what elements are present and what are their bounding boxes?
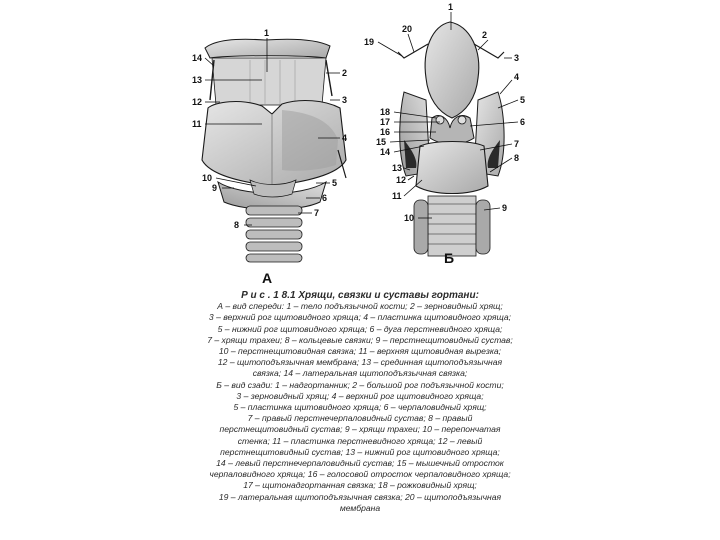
caption-line: 14 – левый перстнечерпаловидный сустав; 15 – мышечный отросток <box>216 458 504 469</box>
panel-a-label: 7 <box>314 208 320 218</box>
panel-a-label: 9 <box>212 183 218 193</box>
panel-a-label: 5 <box>332 178 338 188</box>
panel-a-label: 11 <box>192 119 202 129</box>
panel-b-label: 5 <box>520 95 526 105</box>
panel-a-label: 2 <box>342 68 348 78</box>
panel-b-label: 7 <box>514 139 520 149</box>
panel-b-label: 20 <box>402 24 413 34</box>
panel-b-label: 16 <box>380 127 391 137</box>
trachea-rear <box>414 196 490 256</box>
caption-line: 7 – хрящи трахеи; 8 – кольцевые связки; 9 – перстнещитовидный сустав; <box>207 334 513 345</box>
panel-a-illustration <box>202 39 346 262</box>
caption-line: 10 – перстнещитовидная связка; 11 – верхняя щитовидная вырезка; <box>218 346 502 357</box>
caption-line: 12 – щитоподъязычная мембрана; 13 – срединная щитоподъязычная <box>217 357 503 368</box>
panel-b-label: 9 <box>502 203 508 213</box>
panel-b-label: 4 <box>514 72 520 82</box>
caption-line: А – вид спереди: 1 – тело подъязычной кости; 2 – зерновидный хрящ; <box>217 301 503 312</box>
caption-line: связка; 14 – латеральная щитоподъязычная связка; <box>252 368 468 379</box>
panel-b-label: 11 <box>392 191 402 201</box>
panel-b-label: 2 <box>482 30 488 40</box>
panel-a-label: 10 <box>202 173 213 183</box>
panel-a-label: 14 <box>192 53 203 63</box>
panel-b-label: 14 <box>380 147 391 157</box>
caption-line: перстнещитовидный сустав; 9 – хрящи трахеи; 10 – перепончатая <box>219 424 501 435</box>
caption-line: Б – вид сзади: 1 – надгортанник; 2 – большой рог подъязычной кости; <box>216 379 504 390</box>
panel-a-label: 4 <box>342 133 348 143</box>
caption-line: черпаловидного хряща; 16 – голосовой отросток черпаловидного хряща; <box>209 469 511 480</box>
caption-line: стенка; 11 – пластинка перстневидного хряща; 12 – левый <box>237 435 483 446</box>
panel-b-label: 19 <box>364 37 375 47</box>
trachea-rings <box>246 206 302 262</box>
panel-b-label: 12 <box>396 175 407 185</box>
panel-b-label: 1 <box>448 2 454 12</box>
panel-b-label: 17 <box>380 117 391 127</box>
caption-line: 3 – верхний рог щитовидного хряща; 4 – пластинка щитовидного хряща; <box>208 312 512 323</box>
panel-b-label: 8 <box>514 153 520 163</box>
caption-line: перстнещитовидный сустав; 13 – нижний рог щитовидного хряща; <box>220 446 500 457</box>
panel-a-label: 3 <box>342 95 348 105</box>
panel-a-label: 13 <box>192 75 203 85</box>
caption-line: 5 – пластинка щитовидного хряща; 6 – черпаловидный хрящ; <box>233 402 487 413</box>
caption-line: 7 – правый перстнечерпаловидный сустав; 8 – правый <box>247 413 473 424</box>
epiglottis <box>425 22 479 118</box>
panel-a-label: 6 <box>322 193 328 203</box>
panel-a-letter: А <box>262 270 273 286</box>
panel-a-label: 8 <box>234 220 240 230</box>
panel-b-label: 3 <box>514 53 520 63</box>
cricoid-lamina <box>416 142 488 194</box>
caption-line: 17 – щитонадгортанная связка; 18 – рожковидный хрящ; <box>243 480 477 491</box>
panel-b-label: 18 <box>380 107 391 117</box>
hyoid-bone <box>205 39 330 58</box>
caption-line: 3 – зерновидный хрящ; 4 – верхний рог щитовидного хряща; <box>236 390 484 401</box>
thyrohyoid-membrane <box>212 58 326 105</box>
panel-b-letter: Б <box>444 250 455 266</box>
figure-caption <box>188 290 532 514</box>
caption-line: мембрана <box>339 502 381 513</box>
caption-title: Р и с . 1 8.1 Хрящи, связки и суставы гортани: <box>241 290 479 301</box>
panel-a-label: 12 <box>192 97 203 107</box>
caption-line: 5 – нижний рог щитовидного хряща; 6 – дуга перстневидного хряща; <box>217 323 503 334</box>
caption-line: 19 – латеральная щитоподъязычная связка; 20 – щитоподъязычная <box>218 491 502 502</box>
panel-b-label: 10 <box>404 213 415 223</box>
panel-b-label: 13 <box>392 163 403 173</box>
panel-a-label: 1 <box>264 28 270 38</box>
panel-b-label: 15 <box>376 137 387 147</box>
panel-b-label: 6 <box>520 117 526 127</box>
